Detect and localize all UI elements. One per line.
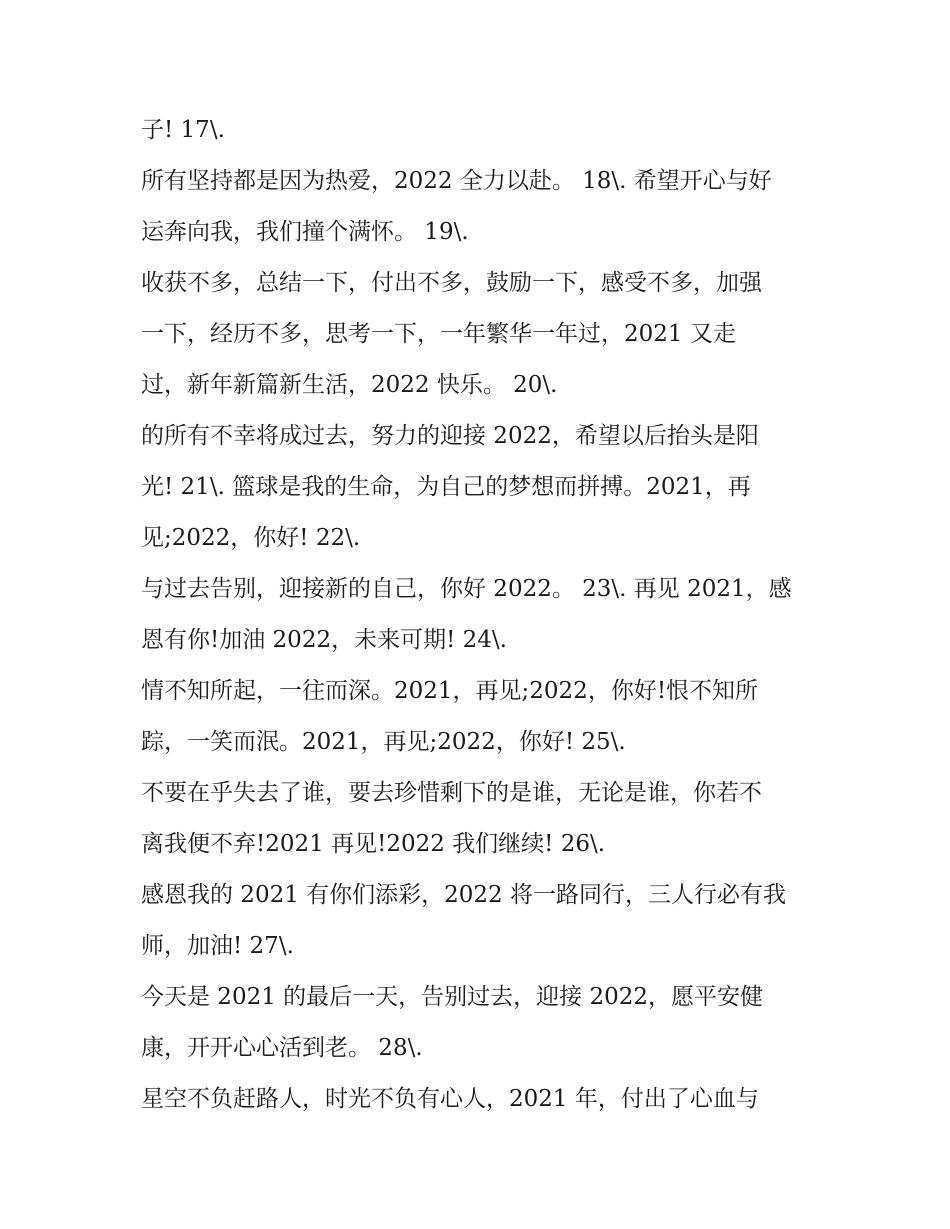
text-line: 子! 17\.: [141, 117, 225, 143]
text-line: 过，新年新篇新生活，2022 快乐。 20\.: [141, 372, 558, 398]
text-line: 师，加油! 27\.: [141, 933, 294, 959]
text-line: 今天是 2021 的最后一天，告别过去，迎接 2022，愿平安健: [141, 984, 763, 1010]
text-line: 感恩我的 2021 有你们添彩，2022 将一路同行，三人行必有我: [141, 882, 786, 908]
text-line: 离我便不弃!2021 再见!2022 我们继续! 26\.: [141, 831, 606, 857]
text-line: 见;2022，你好! 22\.: [141, 525, 361, 551]
text-line: 运奔向我，我们撞个满怀。 19\.: [141, 219, 469, 245]
text-line: 踪，一笑而泯。2021，再见;2022，你好! 25\.: [141, 729, 626, 755]
text-line: 收获不多，总结一下，付出不多，鼓励一下，感受不多，加强: [141, 270, 762, 296]
text-line: 一下，经历不多，思考一下，一年繁华一年过，2021 又走: [141, 321, 736, 347]
text-line: 的所有不幸将成过去，努力的迎接 2022，希望以后抬头是阳: [141, 423, 759, 449]
text-line: 康，开开心心活到老。 28\.: [141, 1035, 423, 1061]
text-line: 情不知所起，一往而深。2021，再见;2022，你好!恨不知所: [141, 678, 759, 704]
text-line: 与过去告别，迎接新的自己，你好 2022。 23\. 再见 2021，感: [141, 576, 792, 602]
text-line: 光! 21\. 篮球是我的生命，为自己的梦想而拼搏。2021，再: [141, 474, 751, 500]
text-line: 所有坚持都是因为热爱，2022 全力以赴。 18\. 希望开心与好: [141, 168, 772, 194]
document-body: [141, 107, 841, 1127]
text-line: 星空不负赶路人，时光不负有心人，2021 年，付出了心血与: [141, 1086, 759, 1112]
text-line: 不要在乎失去了谁，要去珍惜剩下的是谁，无论是谁，你若不: [141, 780, 762, 806]
text-line: 恩有你!加油 2022，未来可期! 24\.: [141, 627, 507, 653]
